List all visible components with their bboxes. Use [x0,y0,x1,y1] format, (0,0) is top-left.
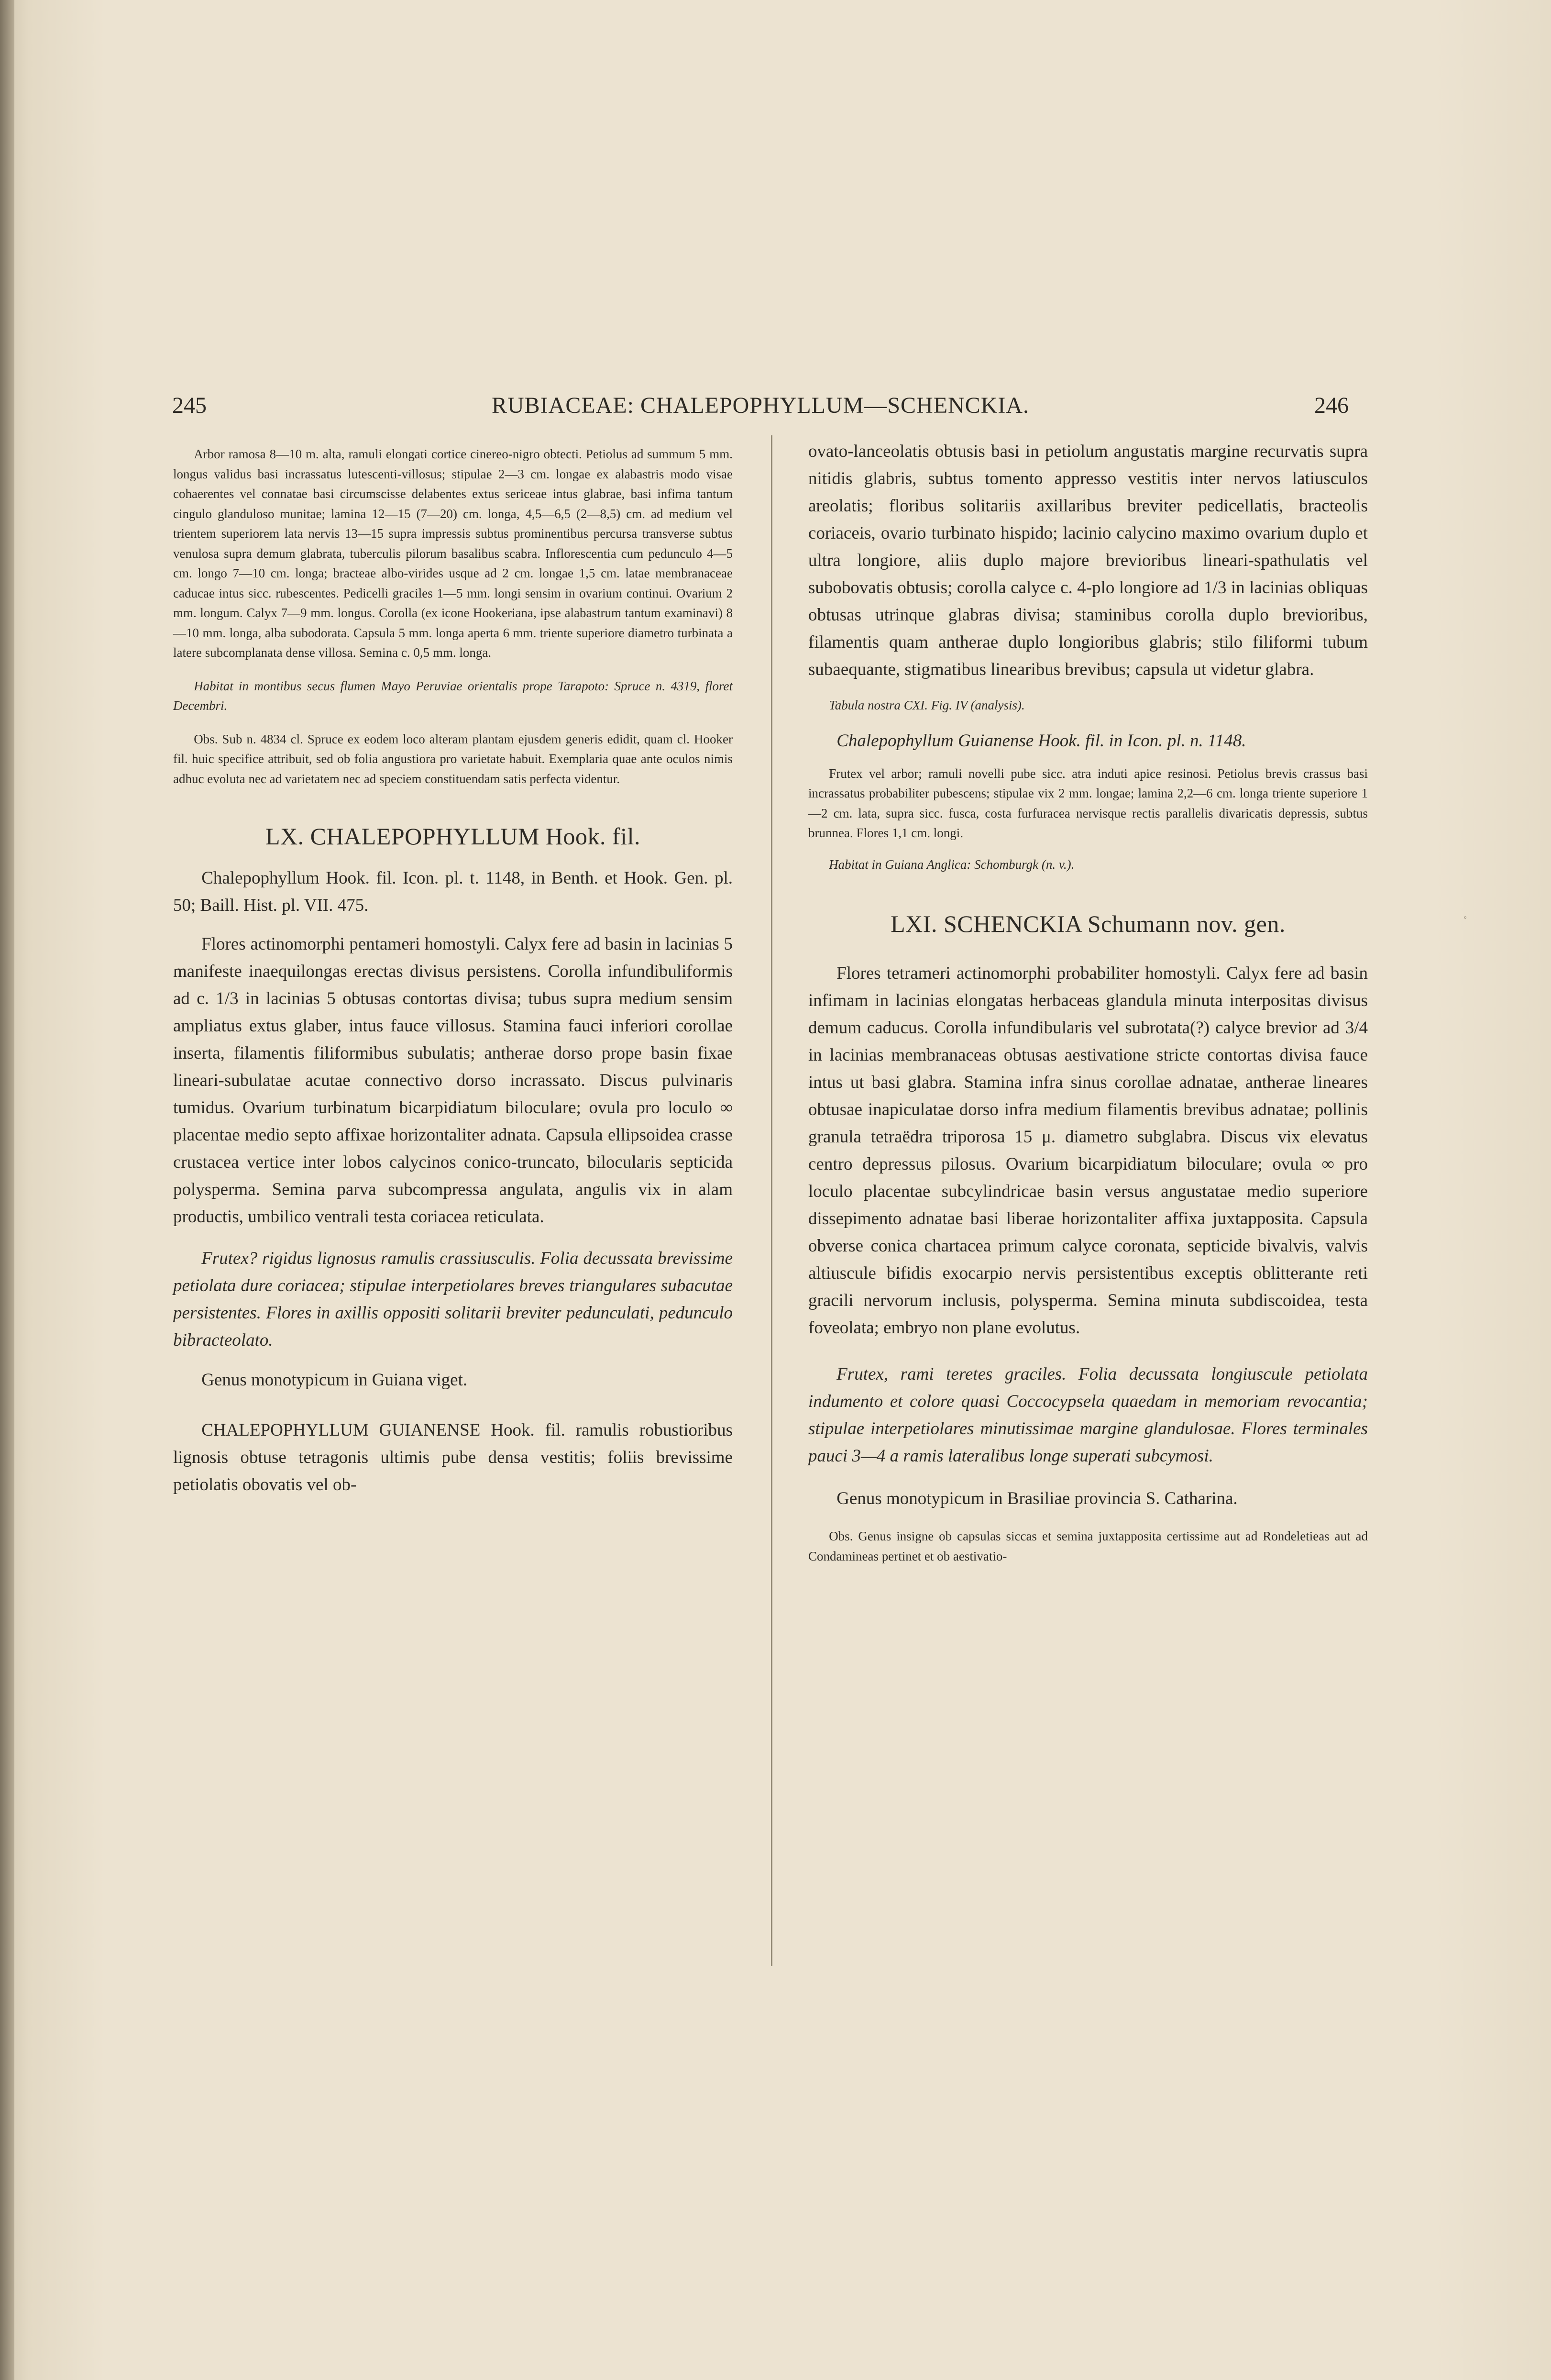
column-divider [771,435,772,1966]
genus-heading-right: LXI. SCHENCKIA Schumann nov. gen. [891,910,1286,937]
species-diagnosis-continued: ovato-lanceolatis obtusis basi in petiolum angustatis margine recurvatis supra nitidis glabris, subtus tomento appresso vestitis inter nervos latiusculos areolatis; floribus solitariis axillaribus breviter pedicellatis, bracteolis coriaceis, ovario turbinato hispido; lacinio calycino maximo ovarium duplo et ultra longiore, aliis duplo majore brevioribus lineari-spathulatis vel subobovatis obtusis; corolla calyce c. 4-plo longiore ad 1/3 in lacinias obliquas obtusas utrinque glabras divisa; staminibus corolla duplo brevioribus, filamentis quam antherae duplo longioribus glabris; stilo filiformi tubum subaequante, stigmatibus linearibus brevibus; capsula ut videtur glabra. [808,442,1368,679]
genus-description-right: Flores tetrameri actinomorphi probabiliter homostyli. Calyx fere ad basin infimam in lacinias elongatas herbaceas glandula minuta interpositas divisus demum caducus. Corolla infundibularis vel subrotata(?) calyce brevior ad 3/4 in lacinias membranaceas obtusas aestivatione stricte contortas divisa fauce intus ut basi glabra. Stamina infra sinus corollae adnatae, antherae lineares obtusae inapiculatae dorso infra medium filamentis brevibus adnatae; pollinis granula tetraëdra triporosa 15 μ. diametro subglabra. Discus vix elevatus centro depressus pilosus. Ovarium bicarpidiatum biloculare; ovula ∞ pro loculo placentae subcylindricae basin versus angustatae medio superiore dissepimento adnatae basi liberae horizontaliter affixa juxtapposita. Capsula obverse conica chartacea primum calyce coronata, septicide bivalvis, valvis altiuscule bifidis exocarpio nervis persistentibus exceptis oblitterante reti gracili nervorum inclusis, polysperma. Semina minuta subdiscoidea, testa foveolata; embryo non plane evolutus. [808,963,1368,1338]
page-binding-edge [0,0,14,2380]
species-notes: Frutex vel arbor; ramuli novelli pube sicc. atra induti apice resinosi. Petiolus brevis crassus basi incrassatus probabiliter pubescens; stipulae vix 2 mm. longae; lamina 2,2—6 cm. longa triente superiore 1—2 cm. lata, supra sicc. fusca, costa furfuracea nervisque rectis parallelis divaricatis depressis, subtus brunnea. Flores 1,1 cm. longi. [808,766,1368,840]
genus-heading: LX. CHALEPOPHYLLUM Hook. fil. [265,823,640,850]
genus-synonymy: Chalepophyllum Hook. fil. Icon. pl. t. 1148, in Benth. et Hook. Gen. pl. 50; Baill. Hist. pl. VII. 475. [173,868,733,915]
species-citation: Chalepophyllum Guianense Hook. fil. in Icon. pl. n. 1148. [836,731,1246,751]
page-number-left: 245 [172,393,207,418]
left-column [173,438,733,1498]
page-header [172,392,1349,426]
running-title: RUBIACEAE: CHALEPOPHYLLUM—SCHENCKIA. [491,393,1030,418]
genus-distribution-right: Genus monotypicum in Brasiliae provincia S. Catharina. [836,1489,1238,1508]
paper-speck: ˳ [1463,907,1467,919]
species-description: Arbor ramosa 8—10 m. alta, ramuli elongati cortice cinereo-nigro obtecti. Petiolus ad summum 5 mm. longus validus basi incrassatus lutescenti-villosus; stipulae 2—3 cm. longae ex alabastris modo visae cohaerentes vel connatae basi circumscisse delabentes extus sericeae intus glabrae, basi infima tantum cingulo glanduloso munitae; lamina 12—15 (7—20) cm. longa, 4,5—6,5 (2—8,5) cm. ad medium vel trientem superiorem lata nervis 13—15 supra impressis subtus prominentibus percursa transverse subtus venulosa supra demum glabrata, tuberculis pilorum basalibus scabra. Inflorescentia cum pedunculo 4—5 cm. longo 7—10 cm. longa; bracteae albo-virides usque ad 2 cm. longae 1,5 cm. latae membranaceae caducae intus sicc. rubescentes. Pedicelli graciles 1—5 mm. longi sensim in ovarium continui. Ovarium 2 mm. longum. Calyx 7—9 mm. longus. Corolla (ex icone Hookeriana, ipse alabastrum tantum examinavi) 8—10 mm. longa, alba subodorata. Capsula 5 mm. longa aperta 6 mm. triente superiore diametro turbinata a latere subcomplanata dense villosa. Semina c. 0,5 mm. longa. [173,447,733,660]
habitat-note: Habitat in montibus secus flumen Mayo Peruviae orientalis prope Tarapoto: Spruce n. 4319, floret Decembri. [173,678,733,713]
genus-distribution: Genus monotypicum in Guiana viget. [201,1370,468,1390]
habitat-note-right: Habitat in Guiana Anglica: Schomburgk (n. v.). [829,857,1075,872]
page-number-right: 246 [1314,393,1349,418]
species-diagnosis: CHALEPOPHYLLUM GUIANENSE Hook. fil. ramulis robustioribus lignosis obtuse tetragonis ultimis pube densa vestitis; foliis brevissime petiolatis obovatis vel ob- [173,1420,733,1494]
plate-reference: Tabula nostra CXI. Fig. IV (analysis). [829,698,1025,712]
genus-description: Flores actinomorphi pentameri homostyli. Calyx fere ad basin in lacinias 5 manifeste inaequilongas erectas divisus persistens. Corolla infundibuliformis ad c. 1/3 in lacinias 5 obtusas contortas divisa; tubus supra medium sensim ampliatus extus glaber, intus fauce villosus. Stamina fauci inferiori corollae inserta, filamentis filiformibus subulatis; antherae dorso prope basin fixae lineari-subulatae acutae connectivo dorso incrassato. Discus pulvinaris tumidus. Ovarium turbinatum bicarpidiatum biloculare; ovula pro loculo ∞ placentae medio septo affixae horizontaliter adnata. Capsula ellipsoidea crasse crustacea vertice inter lobos calycinos conico-truncato, bilocularis septicida polysperma. Semina parva subcompressa angulata, angulis vix in alam productis, umbilico ventrali testa coriacea reticulata. [173,934,733,1227]
habit-description: Frutex? rigidus lignosus ramulis crassiusculis. Folia decussata brevissime petiolata dure coriacea; stipulae interpetiolares breves triangulares subacutae persistentes. Flores in axillis oppositi solitarii breviter pedunculati, pedunculo bibracteolato. [173,1249,733,1350]
right-column [808,438,1368,1566]
habit-description-right: Frutex, rami teretes graciles. Folia decussata longiuscule petiolata indumento et colore quasi Coccocypsela quaedam in memoriam revocantia; stipulae interpetiolares minutissimae margine glandulosae. Flores terminales pauci 3—4 a ramis lateralibus longe superati subcymosi. [808,1364,1368,1466]
observation-note: Obs. Sub n. 4834 cl. Spruce ex eodem loco alteram plantam ejusdem generis edidit, quam cl. Hooker fil. huic specifice attribuit, sed ob folia angustiora pro varietate habuit. Exemplaria quae ante oculos nimis adhuc evoluta nec ad varietatem nec ad speciem constituendam satis perfecta videntur. [173,731,733,786]
observation-note-right: Obs. Genus insigne ob capsulas siccas et semina juxtapposita certissime aut ad Rondeletieas aut ad Condamineas pertinet et ob aestivatio- [808,1529,1368,1563]
